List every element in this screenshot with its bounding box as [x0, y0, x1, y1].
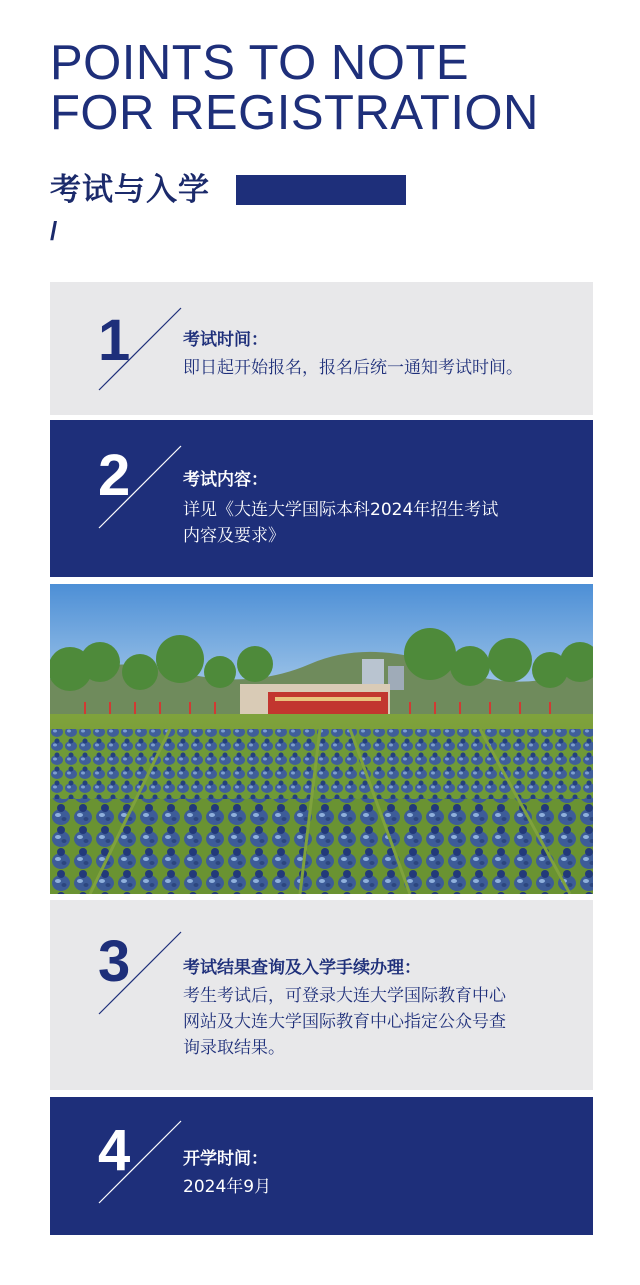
card-body-line: 内容及要求》: [183, 526, 285, 546]
step-number: 4: [98, 1118, 131, 1183]
page-title: [50, 38, 539, 138]
card-body-line: 考生考试后，可登录大连大学国际教育中心: [183, 986, 506, 1006]
card-heading: 考试时间：: [183, 330, 268, 350]
card-heading: 开学时间：: [183, 1149, 268, 1169]
ceremony-photo-illustration: [50, 584, 593, 894]
card-body: [183, 497, 498, 549]
section-slash: /: [50, 216, 58, 246]
card-heading: 考试内容：: [183, 470, 268, 490]
diagonal-line-icon: [95, 304, 185, 394]
diagonal-line-icon: [95, 442, 185, 532]
diagonal-line-icon: [95, 1117, 185, 1207]
info-card-1: [50, 282, 593, 415]
card-body-line: 即日起开始报名，报名后统一通知考试时间。: [183, 358, 523, 378]
section-accent-bar: [236, 175, 406, 205]
card-body-line: 网站及大连大学国际教育中心指定公众号查: [183, 1012, 506, 1032]
info-card-4: [50, 1097, 593, 1235]
info-card-2: [50, 420, 593, 577]
section-title: 考试与入学: [50, 172, 210, 208]
step-number: 3: [98, 929, 131, 994]
diagonal-line-icon: [95, 928, 185, 1018]
info-card-3: [50, 900, 593, 1090]
title-line-2: FOR REGISTRATION: [50, 86, 539, 140]
step-number: 1: [98, 308, 131, 373]
card-body-line: 2024年9月: [183, 1177, 272, 1197]
card-body: [183, 355, 523, 381]
card-body: [183, 983, 506, 1061]
card-body-line: 询录取结果。: [183, 1038, 285, 1058]
ceremony-photo: [50, 584, 593, 894]
card-body: [183, 1174, 271, 1200]
step-number: 2: [98, 443, 131, 508]
card-body-line: 详见《大连大学国际本科2024年招生考试: [183, 500, 499, 520]
title-line-1: POINTS TO NOTE: [50, 36, 470, 90]
card-heading: 考试结果查询及入学手续办理：: [183, 958, 421, 978]
